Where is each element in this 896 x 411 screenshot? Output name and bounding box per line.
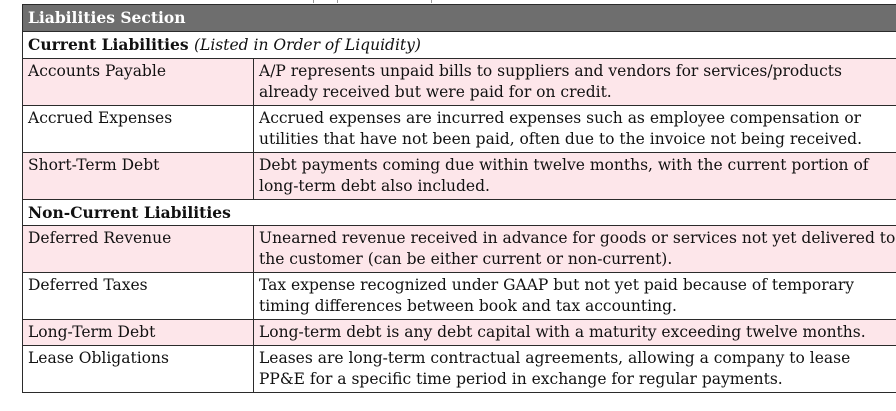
- group-title: Non-Current Liabilities: [28, 203, 231, 222]
- definition-cell: Long-term debt is any debt capital with a maturity exceeding twelve months.: [254, 320, 896, 346]
- group-header-current: [23, 32, 896, 59]
- definition-cell: Accrued expenses are incurred expenses such as employee compensation or utilities that have not been paid, often due to the invoice not being received.: [254, 106, 896, 153]
- table-row: [23, 273, 896, 320]
- term-cell: Deferred Revenue: [23, 226, 254, 273]
- table-row: [23, 106, 896, 153]
- group-header-noncurrent: [23, 200, 896, 226]
- term-cell: Accounts Payable: [23, 59, 254, 106]
- group-header-cell: [23, 32, 896, 59]
- definition-cell: Debt payments coming due within twelve months, with the current portion of long-term debt also included.: [254, 153, 896, 200]
- term-cell: Long-Term Debt: [23, 320, 254, 346]
- term-cell: Accrued Expenses: [23, 106, 254, 153]
- liabilities-table: [22, 4, 896, 393]
- group-header-cell: [23, 200, 896, 226]
- table-row: [23, 153, 896, 200]
- top-strip-tick: [431, 0, 432, 3]
- definition-cell: Unearned revenue received in advance for goods or services not yet delivered to the customer (can be either current or non-current).: [254, 226, 896, 273]
- top-strip-tick: [313, 0, 314, 3]
- table-row: [23, 226, 896, 273]
- section-header-row: [23, 5, 896, 32]
- top-strip-tick: [337, 0, 338, 3]
- term-cell: Short-Term Debt: [23, 153, 254, 200]
- section-title: Liabilities Section: [23, 5, 896, 32]
- table-row: [23, 59, 896, 106]
- group-note: (Listed in Order of Liquidity): [194, 36, 421, 54]
- definition-cell: A/P represents unpaid bills to suppliers and vendors for services/products already received but were paid for on credit.: [254, 59, 896, 106]
- table-row: [23, 320, 896, 346]
- definition-cell: Leases are long-term contractual agreements, allowing a company to lease PP&E for a specific time period in exchange for regular payments.: [254, 346, 896, 393]
- term-cell: Deferred Taxes: [23, 273, 254, 320]
- definition-cell: Tax expense recognized under GAAP but not yet paid because of temporary timing differences between book and tax accounting.: [254, 273, 896, 320]
- term-cell: Lease Obligations: [23, 346, 254, 393]
- group-title: Current Liabilities: [28, 35, 189, 54]
- table-row: [23, 346, 896, 393]
